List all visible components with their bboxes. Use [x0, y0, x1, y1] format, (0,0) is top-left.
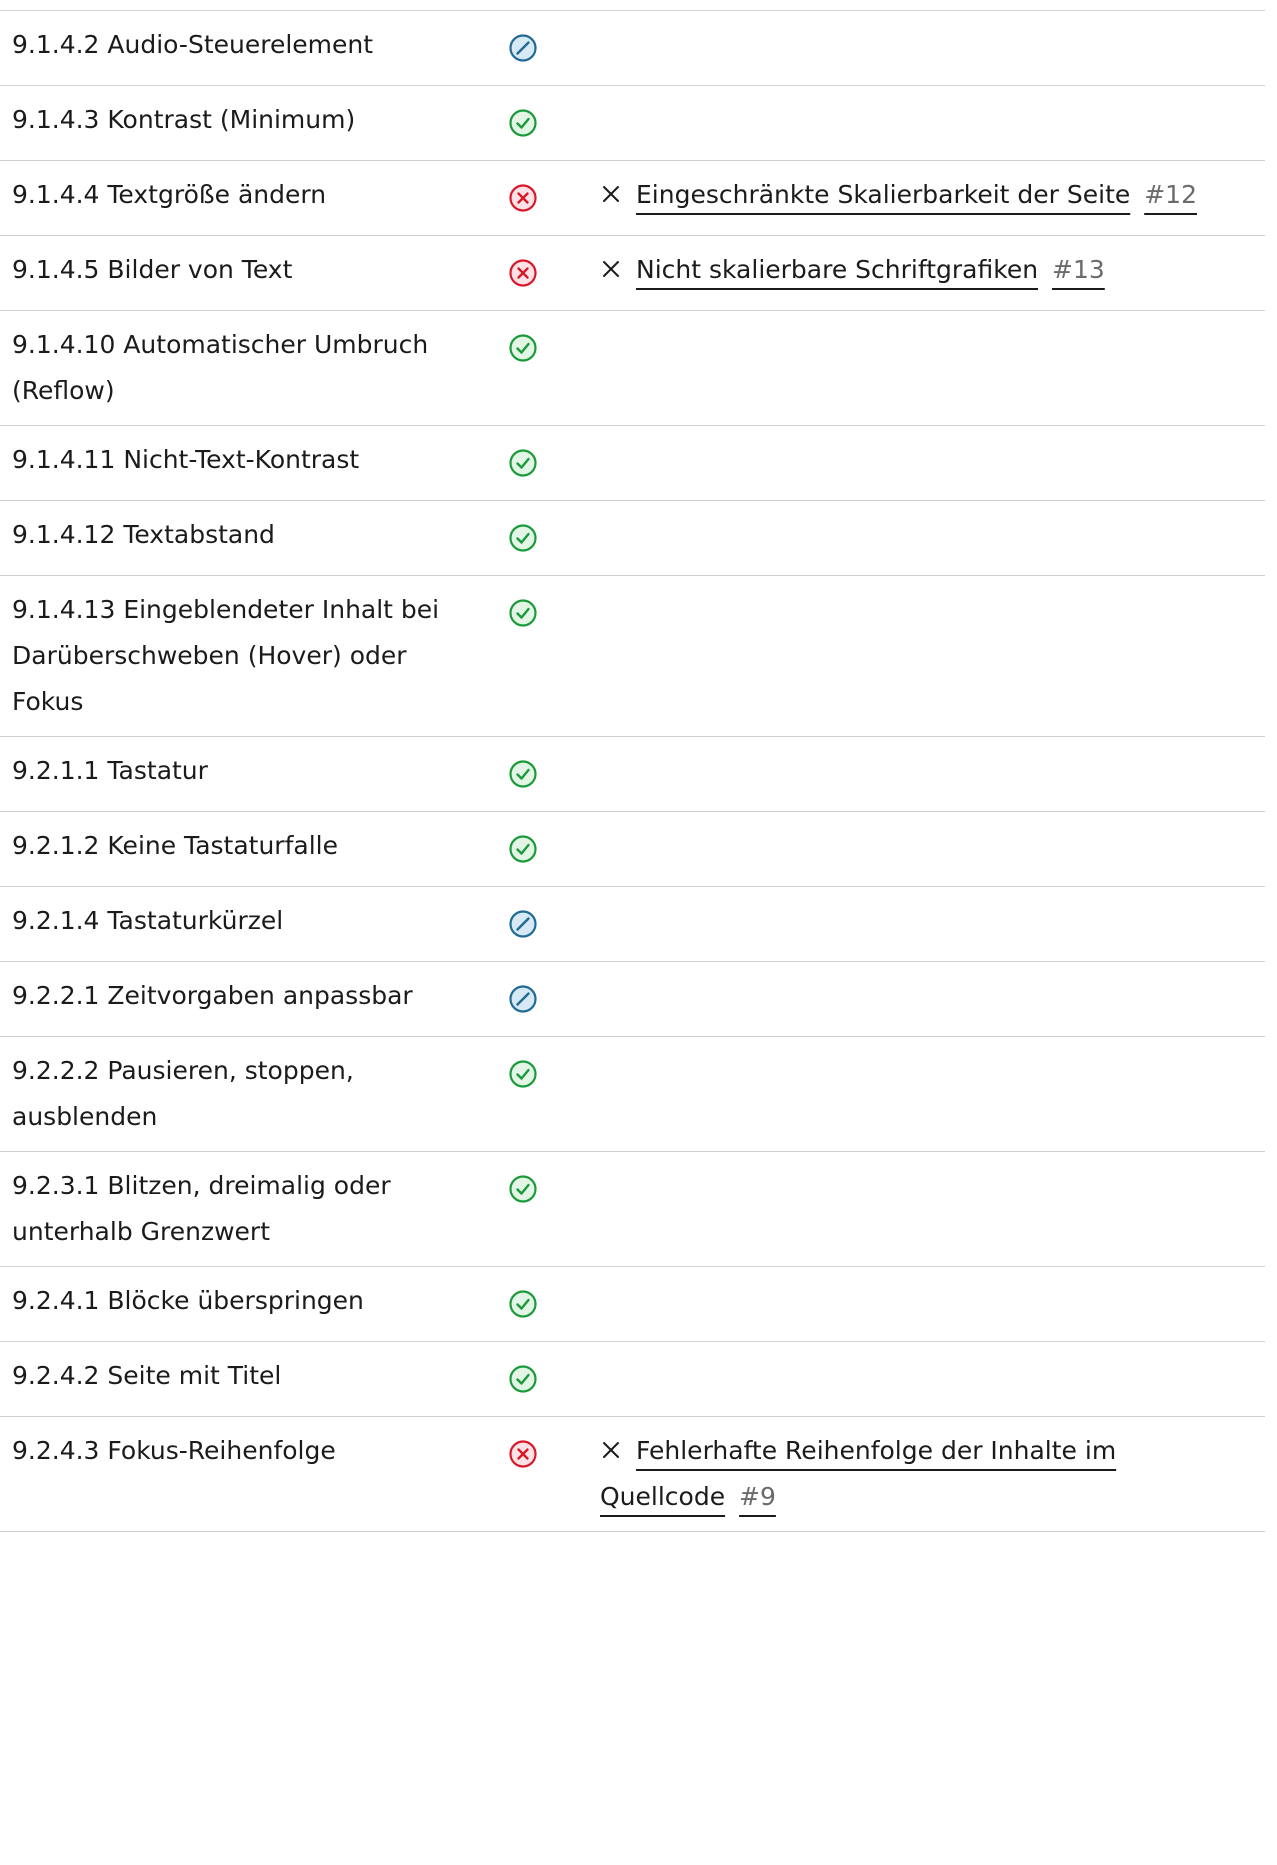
criterion-name: 9.2.3.1 Blitzen, dreimalig oder unterhalb Grenzwert — [12, 1171, 391, 1246]
check-circle-icon — [508, 333, 538, 363]
close-icon — [600, 183, 622, 205]
table-row — [0, 576, 1265, 737]
table-row — [0, 812, 1265, 887]
criterion-name: 9.2.4.2 Seite mit Titel — [12, 1361, 282, 1390]
status-cell — [500, 984, 600, 1014]
status-cell — [500, 1059, 600, 1089]
issue-item — [600, 172, 1245, 218]
table-row — [0, 311, 1265, 426]
x-circle-icon — [508, 258, 538, 288]
check-circle-icon — [508, 1059, 538, 1089]
criterion-name: 9.1.4.4 Textgröße ändern — [12, 180, 327, 209]
table-row — [0, 1267, 1265, 1342]
criterion-name: 9.1.4.13 Eingeblendeter Inhalt bei Darüberschweben (Hover) oder Fokus — [12, 595, 440, 716]
issue-number-link[interactable]: #13 — [1052, 255, 1105, 284]
check-circle-icon — [508, 523, 538, 553]
table-row — [0, 962, 1265, 1037]
close-icon — [600, 258, 622, 280]
issue-item — [600, 1428, 1245, 1520]
issue-item — [600, 247, 1245, 293]
status-cell — [500, 759, 600, 789]
criteria-table — [0, 10, 1265, 1532]
criterion-name: 9.2.4.1 Blöcke überspringen — [12, 1286, 364, 1315]
table-row — [0, 501, 1265, 576]
issue-link[interactable]: Eingeschränkte Skalierbarkeit der Seite — [636, 180, 1131, 209]
not-applicable-icon — [508, 984, 538, 1014]
issue-link[interactable]: Nicht skalierbare Schriftgrafiken — [636, 255, 1039, 284]
check-circle-icon — [508, 598, 538, 628]
issue-link[interactable]: Fehlerhafte Reihenfolge der Inhalte im Quellcode — [600, 1436, 1117, 1511]
status-cell — [500, 523, 600, 553]
criterion-name: 9.2.2.2 Pausieren, stoppen, ausblenden — [12, 1056, 354, 1131]
criterion-name: 9.1.4.12 Textabstand — [12, 520, 275, 549]
criterion-name: 9.2.1.1 Tastatur — [12, 756, 208, 785]
issue-number-link[interactable]: #9 — [739, 1482, 776, 1511]
table-row — [0, 1342, 1265, 1417]
check-circle-icon — [508, 1364, 538, 1394]
table-row — [0, 86, 1265, 161]
table-row — [0, 737, 1265, 812]
x-circle-icon — [508, 183, 538, 213]
not-applicable-icon — [508, 33, 538, 63]
issues-cell — [600, 172, 1265, 218]
status-cell — [500, 108, 600, 138]
issues-cell — [600, 1428, 1265, 1520]
check-circle-icon — [508, 1289, 538, 1319]
status-cell — [500, 1364, 600, 1394]
criterion-name: 9.1.4.10 Automatischer Umbruch (Reflow) — [12, 330, 429, 405]
criterion-name: 9.1.4.5 Bilder von Text — [12, 255, 293, 284]
status-cell — [500, 448, 600, 478]
criterion-name: 9.1.4.2 Audio-Steuerelement — [12, 30, 374, 59]
criterion-name: 9.2.2.1 Zeitvorgaben anpassbar — [12, 981, 413, 1010]
check-circle-icon — [508, 448, 538, 478]
table-row — [0, 1152, 1265, 1267]
status-cell — [500, 1289, 600, 1319]
criterion-name: 9.1.4.3 Kontrast (Minimum) — [12, 105, 356, 134]
issues-cell — [600, 247, 1265, 293]
table-row — [0, 11, 1265, 86]
status-cell — [500, 598, 600, 628]
check-circle-icon — [508, 1174, 538, 1204]
table-row — [0, 426, 1265, 501]
status-cell — [500, 333, 600, 363]
x-circle-icon — [508, 1439, 538, 1469]
check-circle-icon — [508, 108, 538, 138]
check-circle-icon — [508, 834, 538, 864]
table-row — [0, 887, 1265, 962]
issue-number-link[interactable]: #12 — [1144, 180, 1197, 209]
table-row — [0, 1417, 1265, 1532]
status-cell — [500, 33, 600, 63]
not-applicable-icon — [508, 909, 538, 939]
status-cell — [500, 909, 600, 939]
close-icon — [600, 1439, 622, 1461]
status-cell — [500, 1439, 600, 1469]
status-cell — [500, 834, 600, 864]
table-row — [0, 161, 1265, 236]
status-cell — [500, 183, 600, 213]
table-row — [0, 236, 1265, 311]
criterion-name: 9.2.1.4 Tastaturkürzel — [12, 906, 284, 935]
status-cell — [500, 1174, 600, 1204]
criterion-name: 9.2.4.3 Fokus-Reihenfolge — [12, 1436, 336, 1465]
status-cell — [500, 258, 600, 288]
criterion-name: 9.1.4.11 Nicht-Text-Kontrast — [12, 445, 360, 474]
criterion-name: 9.2.1.2 Keine Tastaturfalle — [12, 831, 338, 860]
table-row — [0, 1037, 1265, 1152]
check-circle-icon — [508, 759, 538, 789]
